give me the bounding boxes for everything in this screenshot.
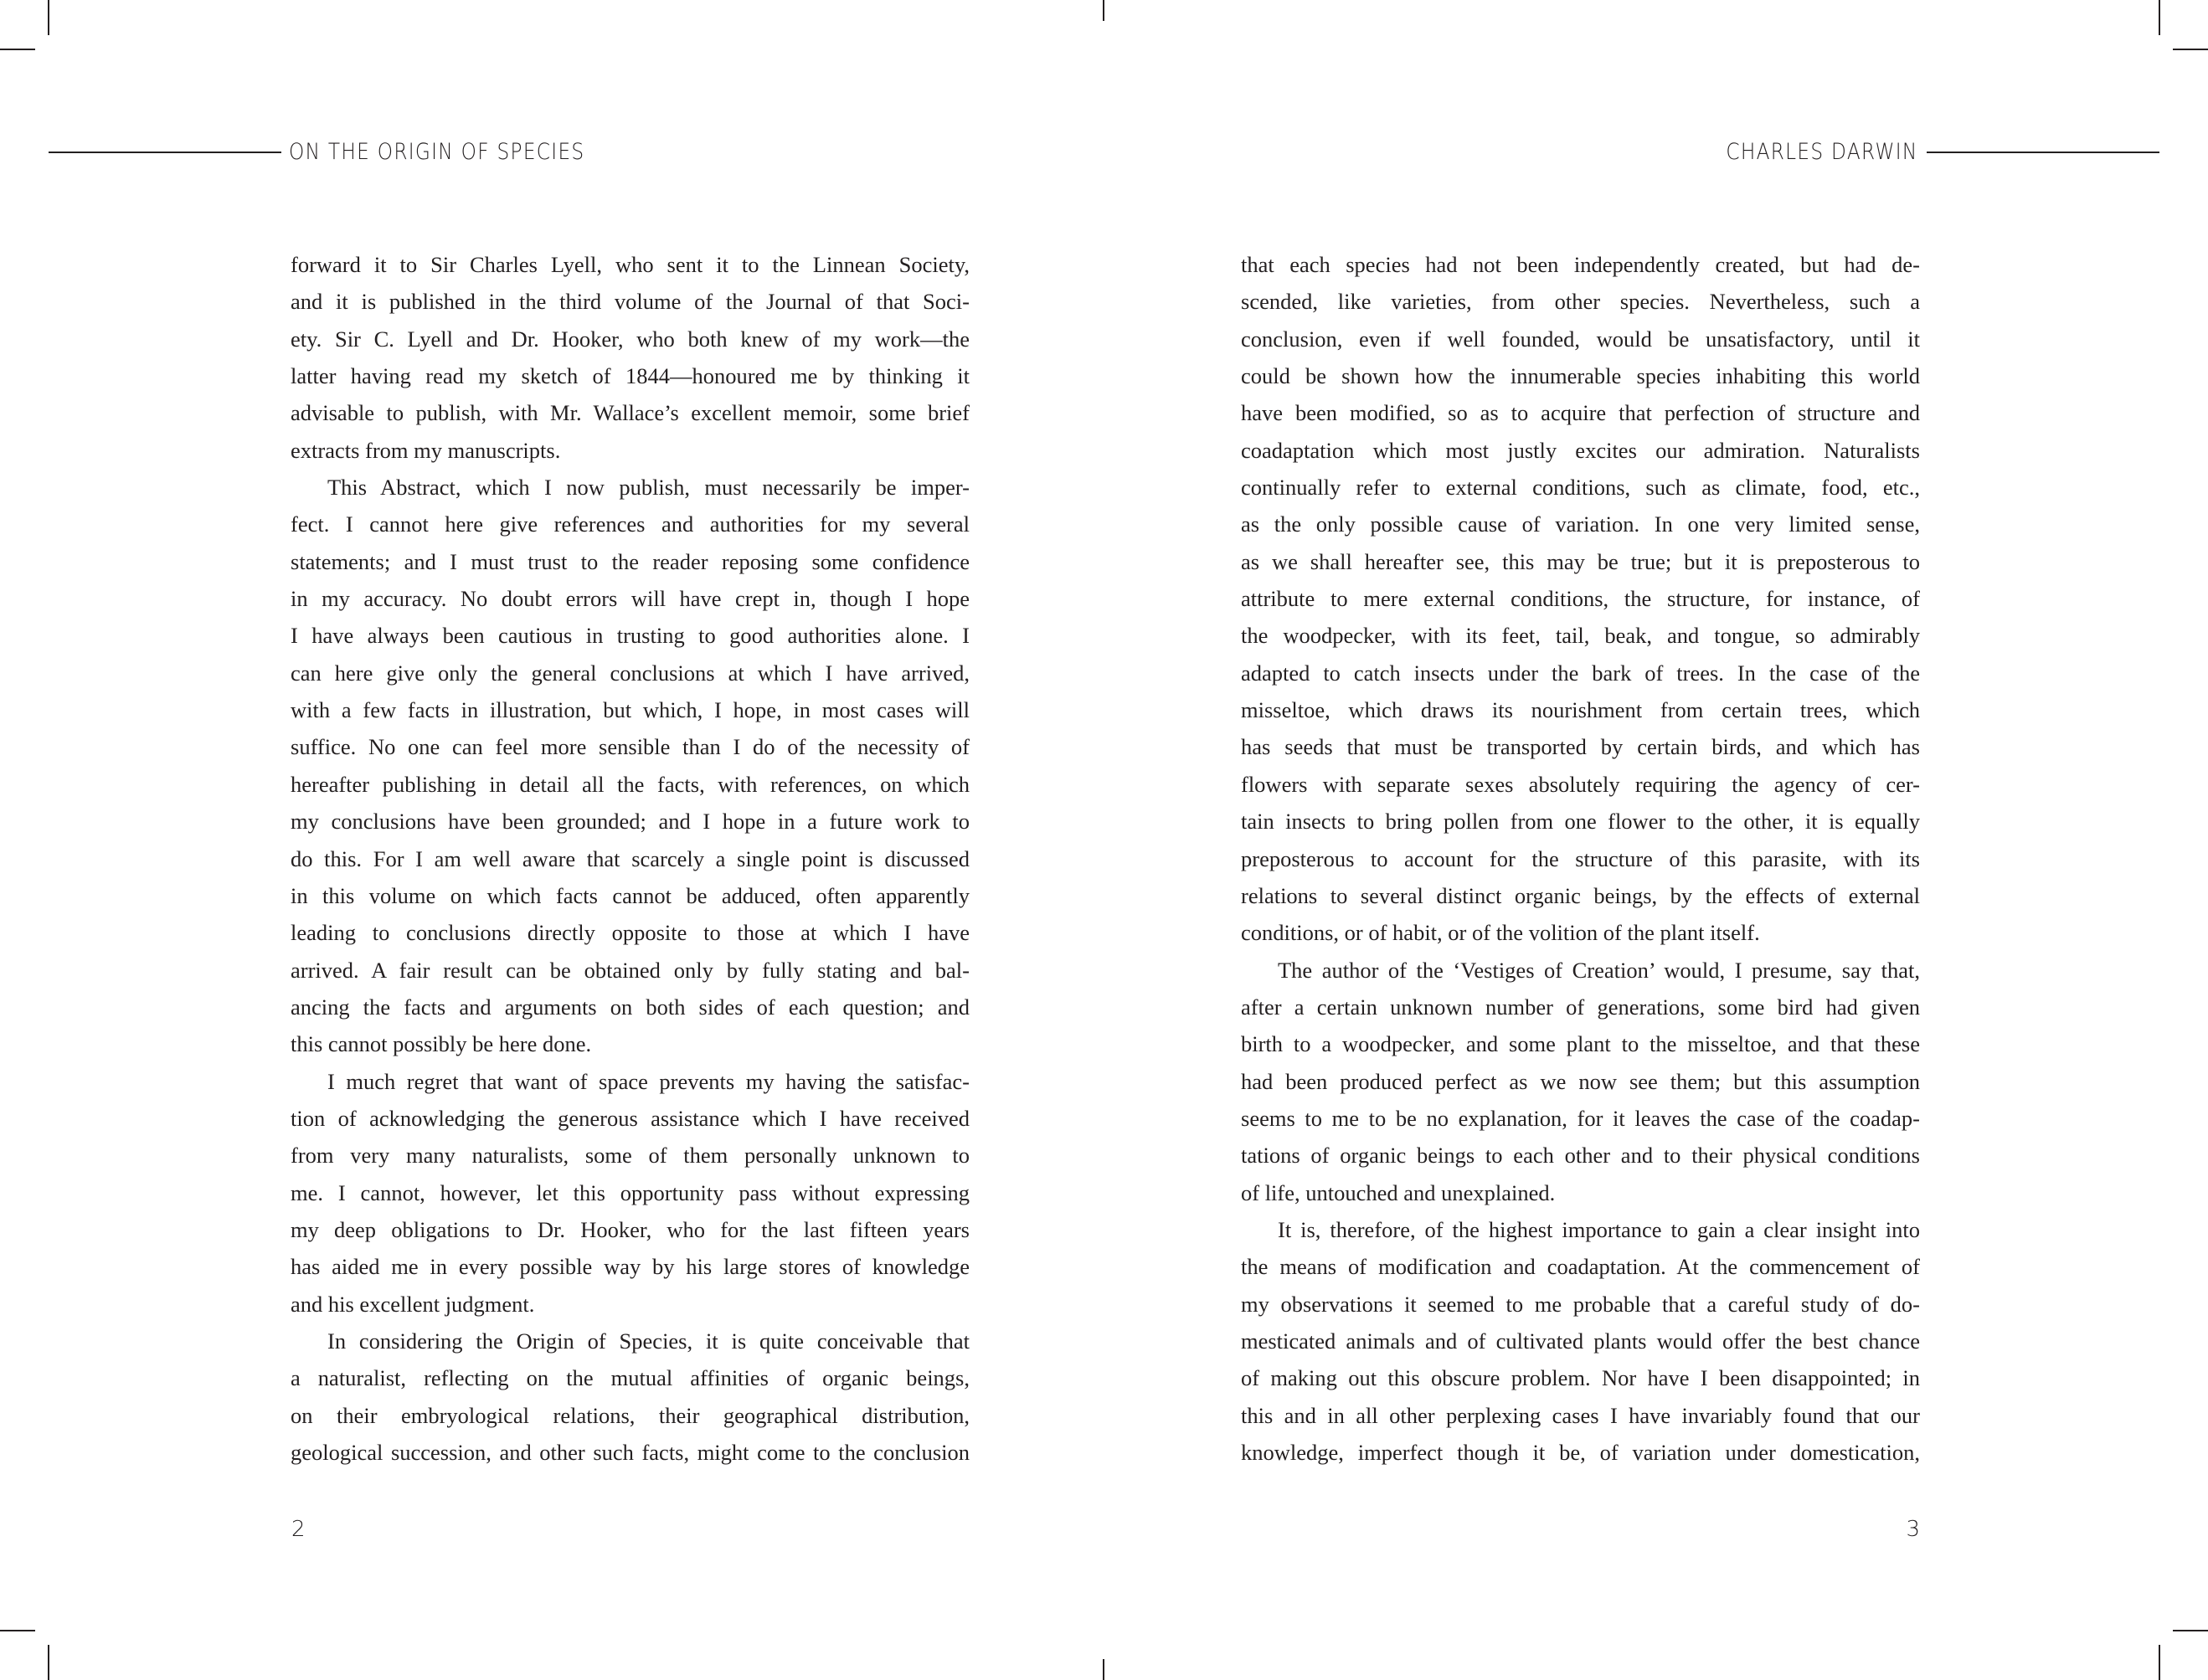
text-line: tations of organic beings to each other and to their physical conditions xyxy=(1241,1143,1920,1169)
text-line: geological succession, and other such facts, might come to the conclusion xyxy=(291,1440,970,1465)
text-line: has seeds that must be transported by certain birds, and which has xyxy=(1241,734,1920,760)
text-line: a naturalist, reflecting on the mutual affinities of organic beings, xyxy=(291,1365,970,1391)
text-line: I much regret that want of space prevents my having the satisfac- xyxy=(327,1068,970,1094)
text-line: the woodpecker, with its feet, tail, beak, and tongue, so admirably xyxy=(1241,623,1920,649)
text-line: of making out this obscure problem. Nor have I been disappointed; in xyxy=(1241,1365,1920,1391)
text-line: and his excellent judgment. xyxy=(291,1291,535,1317)
crop-mark-bottom-left-vertical xyxy=(48,1645,49,1680)
text-line: fect. I cannot here give references and authorities for my several xyxy=(291,511,970,537)
text-line: as we shall hereafter see, this may be true; but it is preposterous to xyxy=(1241,548,1920,574)
text-line: my observations it seemed to me probable that a careful study of do- xyxy=(1241,1291,1920,1317)
running-head-right: CHARLES DARWIN xyxy=(1726,139,1918,165)
text-line: attribute to mere external conditions, the structure, for instance, of xyxy=(1241,586,1920,612)
text-line: could be shown how the innumerable species inhabiting this world xyxy=(1241,363,1920,389)
text-line: leading to conclusions directly opposite to those at which I have xyxy=(291,920,970,946)
crop-mark-bottom-center xyxy=(1103,1659,1104,1680)
crop-mark-top-right-vertical xyxy=(2159,0,2160,35)
text-line: The author of the ‘Vestiges of Creation’ would, I presume, say that, xyxy=(1278,957,1920,983)
running-head-rule-right xyxy=(1927,152,2159,153)
text-line: arrived. A fair result can be obtained only by fully stating and bal- xyxy=(291,957,970,983)
text-line: my conclusions have been grounded; and I hope in a future work to xyxy=(291,809,970,835)
text-line: after a certain unknown number of generations, some bird had given xyxy=(1241,994,1920,1020)
text-line: extracts from my manuscripts. xyxy=(291,437,561,463)
text-line: This Abstract, which I now publish, must necessarily be imper- xyxy=(327,475,970,501)
text-line: as the only possible cause of variation. In one very limited sense, xyxy=(1241,511,1920,537)
crop-mark-bottom-right-vertical xyxy=(2159,1645,2160,1680)
crop-mark-top-center xyxy=(1103,0,1104,21)
text-line: birth to a woodpecker, and some plant to the misseltoe, and that these xyxy=(1241,1031,1920,1057)
running-head-left: ON THE ORIGIN OF SPECIES xyxy=(289,139,585,165)
left-page-body xyxy=(291,246,970,1471)
text-line: statements; and I must trust to the reader reposing some confidence xyxy=(291,548,970,574)
crop-mark-top-right-horizontal xyxy=(2173,49,2208,50)
text-line: tion of acknowledging the generous assistance which I have received xyxy=(291,1105,970,1131)
text-line: in my accuracy. No doubt errors will have crept in, though I hope xyxy=(291,586,970,612)
text-line: tain insects to bring pollen from one flower to the other, it is equally xyxy=(1241,809,1920,835)
text-line: preposterous to account for the structure of this parasite, with its xyxy=(1241,845,1920,871)
text-line: seems to me to be no explanation, for it leaves the case of the coadap- xyxy=(1241,1105,1920,1131)
crop-mark-top-left-vertical xyxy=(48,0,49,35)
text-line: the means of modification and coadaptation. At the commencement of xyxy=(1241,1254,1920,1280)
text-line: with a few facts in illustration, but which, I hope, in most cases will xyxy=(291,697,970,723)
text-line: I have always been cautious in trusting to good authorities alone. I xyxy=(291,623,970,649)
text-line: has aided me in every possible way by his large stores of knowledge xyxy=(291,1254,970,1280)
text-line: coadaptation which most justly excites our admiration. Naturalists xyxy=(1241,437,1920,463)
page-number-right: 3 xyxy=(1906,1517,1920,1542)
text-line: from very many naturalists, some of them personally unknown to xyxy=(291,1143,970,1169)
crop-mark-bottom-left-horizontal xyxy=(0,1630,35,1631)
text-line: latter having read my sketch of 1844—honoured me by thinking it xyxy=(291,363,970,389)
text-line: forward it to Sir Charles Lyell, who sent it to the Linnean Society, xyxy=(291,252,970,277)
text-line: flowers with separate sexes absolutely requiring the agency of cer- xyxy=(1241,771,1920,797)
crop-mark-bottom-right-horizontal xyxy=(2173,1630,2208,1631)
text-line: hereafter publishing in detail all the facts, with references, on which xyxy=(291,771,970,797)
text-line: of life, untouched and unexplained. xyxy=(1241,1179,1556,1205)
text-line: that each species had not been independently created, but had de- xyxy=(1241,252,1920,277)
text-line: conditions, or of habit, or of the volition of the plant itself. xyxy=(1241,920,1760,946)
text-line: this cannot possibly be here done. xyxy=(291,1031,592,1057)
text-line: relations to several distinct organic beings, by the effects of external xyxy=(1241,882,1920,908)
text-line: continually refer to external conditions, such as climate, food, etc., xyxy=(1241,475,1920,501)
text-line: knowledge, imperfect though it be, of variation under domestication, xyxy=(1241,1440,1920,1465)
right-page-body xyxy=(1241,246,1920,1471)
text-line: ancing the facts and arguments on both sides of each question; and xyxy=(291,994,970,1020)
text-line: In considering the Origin of Species, it is quite conceivable that xyxy=(327,1328,970,1354)
text-line: had been produced perfect as we now see them; but this assumption xyxy=(1241,1068,1920,1094)
text-line: suffice. No one can feel more sensible than I do of the necessity of xyxy=(291,734,970,760)
text-line: on their embryological relations, their geographical distribution, xyxy=(291,1402,970,1428)
text-line: have been modified, so as to acquire that perfection of structure and xyxy=(1241,400,1920,426)
crop-mark-top-left-horizontal xyxy=(0,49,35,50)
text-line: this and in all other perplexing cases I have invariably found that our xyxy=(1241,1402,1920,1428)
text-line: advisable to publish, with Mr. Wallace’s excellent memoir, some brief xyxy=(291,400,970,426)
text-line: misseltoe, which draws its nourishment from certain trees, which xyxy=(1241,697,1920,723)
text-line: ety. Sir C. Lyell and Dr. Hooker, who both knew of my work—the xyxy=(291,326,970,352)
running-head-rule-left xyxy=(49,152,281,153)
text-line: mesticated animals and of cultivated plants would offer the best chance xyxy=(1241,1328,1920,1354)
text-line: scended, like varieties, from other species. Nevertheless, such a xyxy=(1241,289,1920,315)
text-line: and it is published in the third volume of the Journal of that Soci- xyxy=(291,289,970,315)
text-line: can here give only the general conclusions at which I have arrived, xyxy=(291,660,970,686)
text-line: conclusion, even if well founded, would be unsatisfactory, until it xyxy=(1241,326,1920,352)
text-line: do this. For I am well aware that scarcely a single point is discussed xyxy=(291,845,970,871)
page-number-left: 2 xyxy=(291,1517,306,1542)
text-line: adapted to catch insects under the bark of trees. In the case of the xyxy=(1241,660,1920,686)
text-line: my deep obligations to Dr. Hooker, who for the last fifteen years xyxy=(291,1216,970,1242)
text-line: in this volume on which facts cannot be adduced, often apparently xyxy=(291,882,970,908)
text-line: me. I cannot, however, let this opportunity pass without expressing xyxy=(291,1179,970,1205)
text-line: It is, therefore, of the highest importance to gain a clear insight into xyxy=(1278,1216,1920,1242)
